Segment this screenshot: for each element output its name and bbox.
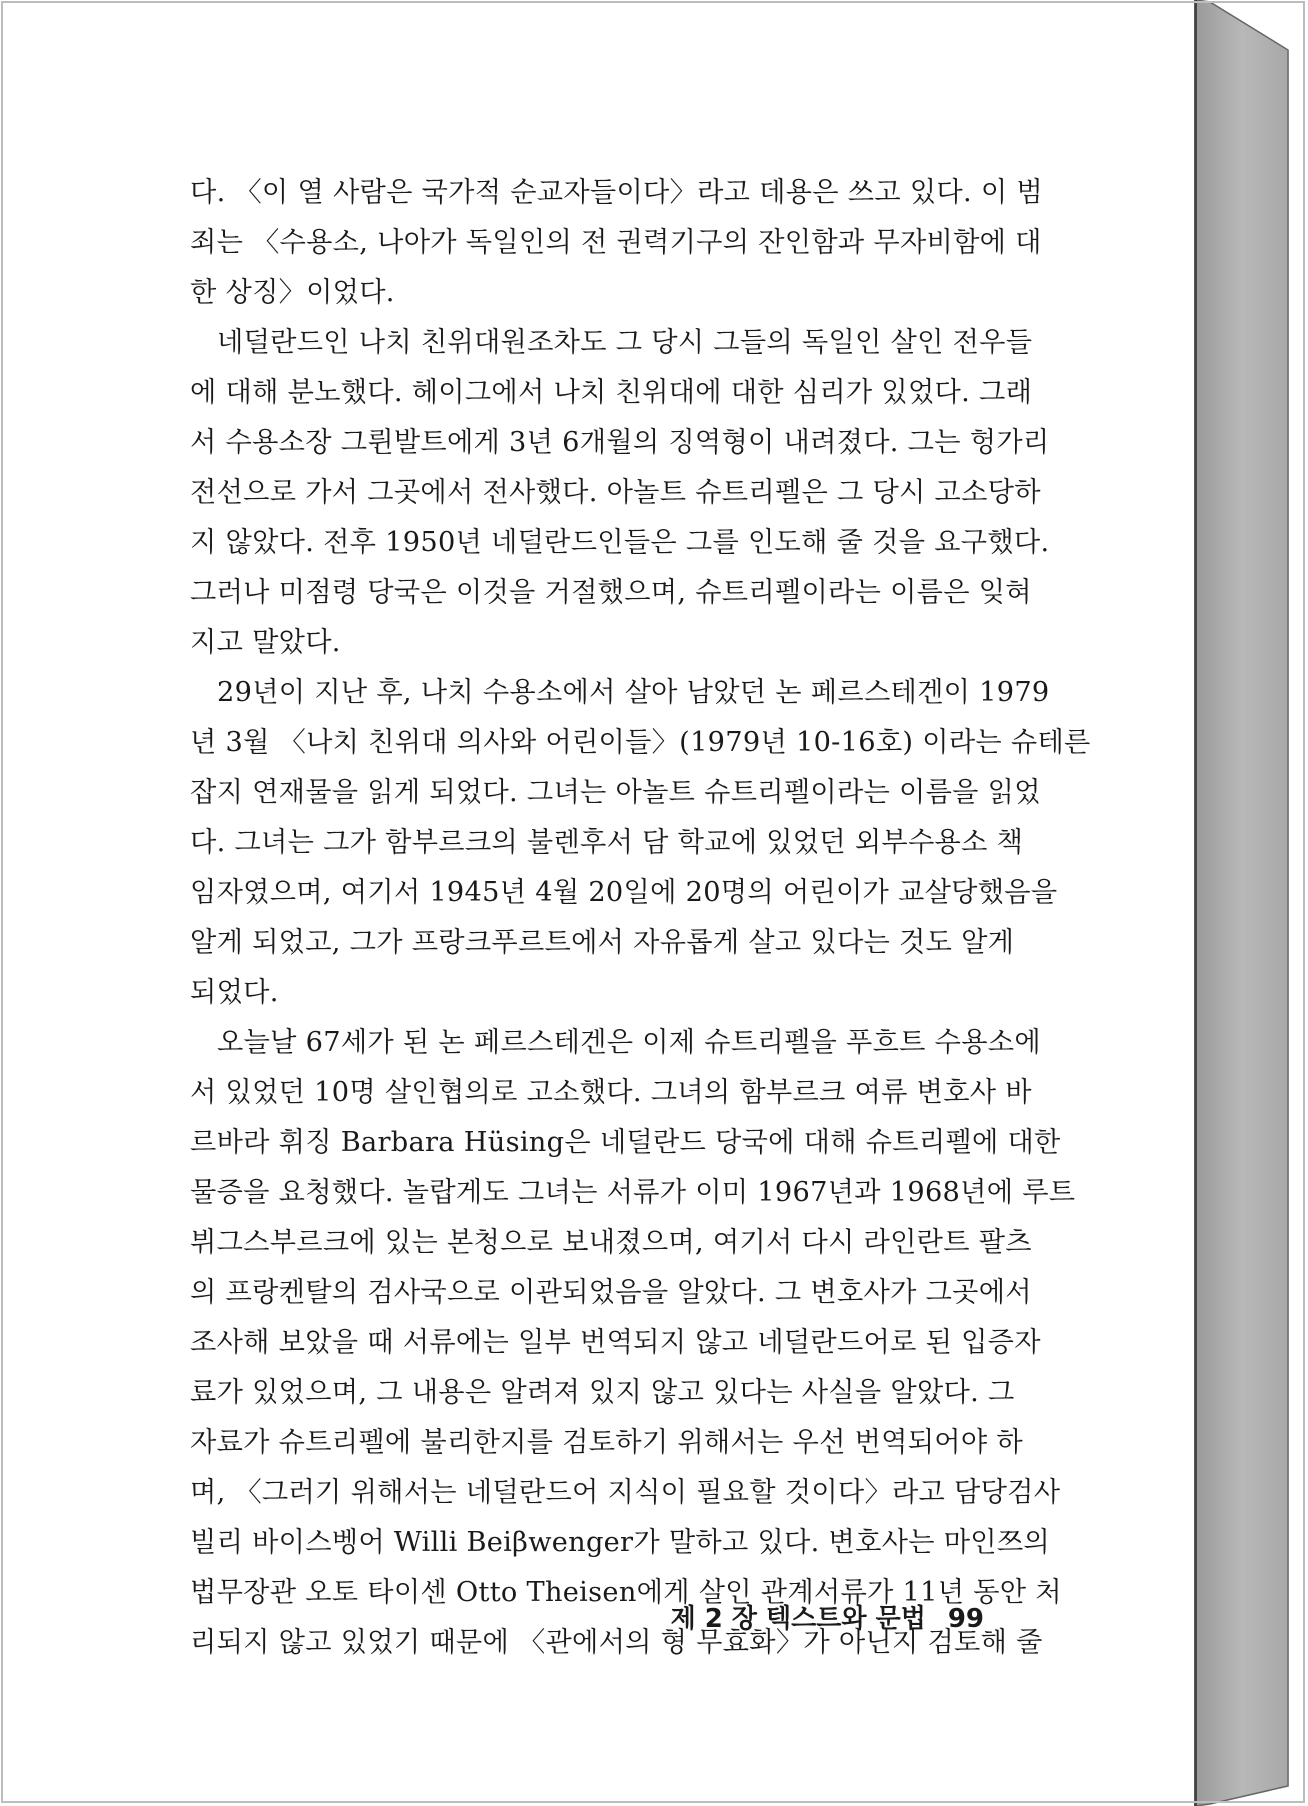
text-line: 조사해 보았을 때 서류에는 일부 번역되지 않고 네덜란드어로 된 입증자 <box>190 1327 1041 1358</box>
text-line: 서 수용소장 그륀발트에게 3년 6개월의 징역형이 내려졌다. 그는 헝가리 <box>190 427 1050 458</box>
text-line: 에 대해 분노했다. 헤이그에서 나치 친위대에 대한 심리가 있었다. 그래 <box>190 377 1033 408</box>
text-line: 자료가 슈트리펠에 불리한지를 검토하기 위해서는 우선 번역되어야 하 <box>190 1427 1023 1458</box>
text-line: 전선으로 가서 그곳에서 전사했다. 아놀트 슈트리펠은 그 당시 고소당하 <box>190 477 1041 508</box>
text-line: 지고 말았다. <box>190 627 341 658</box>
text-line: 죄는 〈수용소, 나아가 독일인의 전 권력기구의 잔인함과 무자비함에 대 <box>190 227 1042 258</box>
chapter-title: 제 2 장 텍스트와 문법 <box>670 1604 926 1634</box>
text-line: 서 있었던 10명 살인협의로 고소했다. 그녀의 함부르크 여류 변호사 바 <box>190 1077 1032 1108</box>
text-line: 뷔그스부르크에 있는 본청으로 보내졌으며, 여기서 다시 라인란트 팔츠 <box>190 1227 1032 1258</box>
text-line: 잡지 연재물을 읽게 되었다. 그녀는 아놀트 슈트리펠이라는 이름을 읽었 <box>190 777 1041 808</box>
text-line: 네덜란드인 나치 친위대원조차도 그 당시 그들의 독일인 살인 전우들 <box>217 327 1033 358</box>
text-line: 지 않았다. 전후 1950년 네덜란드인들은 그를 인도해 줄 것을 요구했다. <box>190 527 1050 558</box>
page-number: 99 <box>947 1604 984 1634</box>
text-line: 물증을 요청했다. 놀랍게도 그녀는 서류가 이미 1967년과 1968년에 루트 <box>190 1177 1076 1208</box>
text-line: 며, 〈그러기 위해서는 네덜란드어 지식이 필요할 것이다〉라고 담당검사 <box>190 1477 1061 1508</box>
text-line: 법무장관 오토 타이센 Otto Theisen에게 살인 관계서류가 11년 동안 처 <box>190 1577 1062 1608</box>
text-line: 다. 〈이 열 사람은 국가적 순교자들이다〉라고 데용은 쓰고 있다. 이 범 <box>190 177 1043 208</box>
text-line: 리되지 않고 있었기 때문에 〈관에서의 형 무효화〉가 아닌지 검토해 줄 <box>190 1627 1043 1658</box>
text-line: 료가 있었으며, 그 내용은 알려져 있지 않고 있다는 사실을 알았다. 그 <box>190 1377 1015 1408</box>
text-line: 되었다. <box>190 977 279 1008</box>
text-line: 임자였으며, 여기서 1945년 4월 20일에 20명의 어린이가 교살당했음을 <box>190 877 1058 908</box>
text-line: 오늘날 67세가 된 논 페르스테겐은 이제 슈트리펠을 푸흐트 수용소에 <box>217 1027 1041 1058</box>
text-line: 의 프랑켄탈의 검사국으로 이관되었음을 알았다. 그 변호사가 그곳에서 <box>190 1277 1032 1308</box>
book-side-shadow <box>1196 0 1288 1806</box>
text-line: 빌리 바이스벵어 Willi Beiβwenger가 말하고 있다. 변호사는 마인쯔의 <box>190 1527 1050 1558</box>
text-line: 다. 그녀는 그가 함부르크의 불렌후서 담 학교에 있었던 외부수용소 책 <box>190 827 1024 858</box>
text-line: 그러나 미점령 당국은 이것을 거절했으며, 슈트리펠이라는 이름은 잊혀 <box>190 577 1032 608</box>
text-line: 르바라 휘징 Barbara Hüsing은 네덜란드 당국에 대해 슈트리펠에 대한 <box>190 1127 1061 1158</box>
text-line: 29년이 지난 후, 나치 수용소에서 살아 남았던 논 페르스테겐이 1979 <box>217 677 1050 708</box>
text-line: 한 상징〉이었다. <box>190 277 395 308</box>
text-line: 년 3월 〈나치 친위대 의사와 어린이들〉(1979년 10-16호) 이라는 슈테른 <box>190 727 1091 758</box>
text-line: 알게 되었고, 그가 프랑크푸르트에서 자유롭게 살고 있다는 것도 알게 <box>190 927 1015 958</box>
